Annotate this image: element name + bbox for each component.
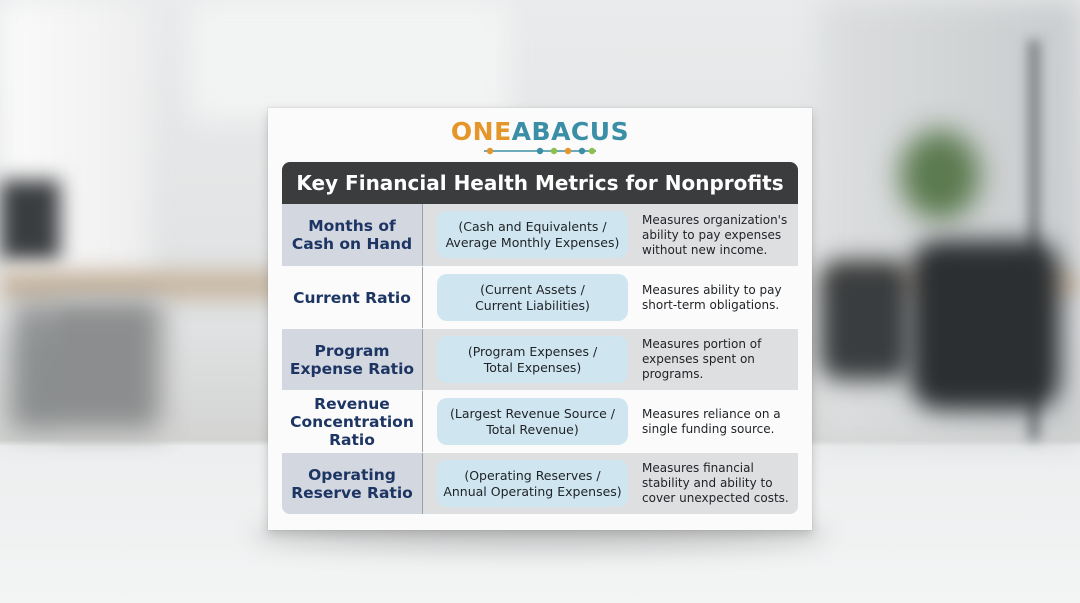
background-chair-right — [910, 240, 1060, 410]
background-chair-left — [10, 300, 160, 430]
table-row — [282, 204, 798, 266]
metric-name: Operating Reserve Ratio — [282, 453, 422, 514]
abacus-bead — [551, 148, 557, 154]
abacus-bead — [565, 148, 571, 154]
metric-description: Measures ability to pay short-term obligations. — [642, 282, 782, 312]
metric-description: Measures financial stability and ability to cover unexpected costs. — [642, 461, 789, 505]
table-row — [282, 391, 798, 452]
metric-name: Current Ratio — [293, 288, 411, 307]
table-row — [282, 267, 798, 328]
page-title: Key Financial Health Metrics for Nonprofits — [282, 162, 798, 204]
background-desk-left — [0, 270, 280, 300]
table-row — [282, 453, 798, 514]
background-monitor — [0, 180, 60, 260]
table-row — [282, 329, 798, 390]
metric-formula: (Operating Reserves / Annual Operating Expenses) — [437, 460, 628, 507]
metric-description: Measures organization's ability to pay expenses without new income. — [642, 212, 788, 257]
metric-formula: (Program Expenses / Total Expenses) — [437, 336, 628, 383]
column-divider — [422, 204, 423, 266]
metrics-sign — [268, 108, 812, 530]
metric-name: Months of Cash on Hand — [282, 204, 422, 266]
metric-formula: (Largest Revenue Source / Total Revenue) — [437, 398, 628, 445]
column-divider — [422, 453, 423, 514]
background-chair-right-small — [820, 260, 910, 380]
metrics-table — [282, 204, 798, 515]
background-wall — [190, 0, 510, 120]
metric-formula: (Current Assets / Current Liabilities) — [437, 274, 628, 321]
abacus-beads-icon — [480, 146, 600, 156]
metric-description: Measures reliance on a single funding source. — [642, 406, 781, 436]
metric-description: Measures portion of expenses spent on programs. — [642, 337, 762, 381]
column-divider — [422, 329, 423, 390]
oneabacus-logo — [268, 118, 812, 156]
metric-formula: (Cash and Equivalents / Average Monthly Expenses) — [437, 211, 628, 258]
column-divider — [422, 267, 423, 328]
abacus-bead — [537, 148, 543, 154]
abacus-bead — [589, 148, 595, 154]
metric-name: Program Expense Ratio — [282, 329, 422, 390]
logo-abacus: ABACUS — [511, 117, 630, 146]
background-plant — [900, 130, 980, 220]
abacus-bead — [487, 148, 493, 154]
abacus-bead — [579, 148, 585, 154]
metric-name: Revenue Concentration Ratio — [290, 394, 414, 449]
logo-one: ONE — [450, 117, 512, 146]
column-divider — [422, 391, 423, 452]
